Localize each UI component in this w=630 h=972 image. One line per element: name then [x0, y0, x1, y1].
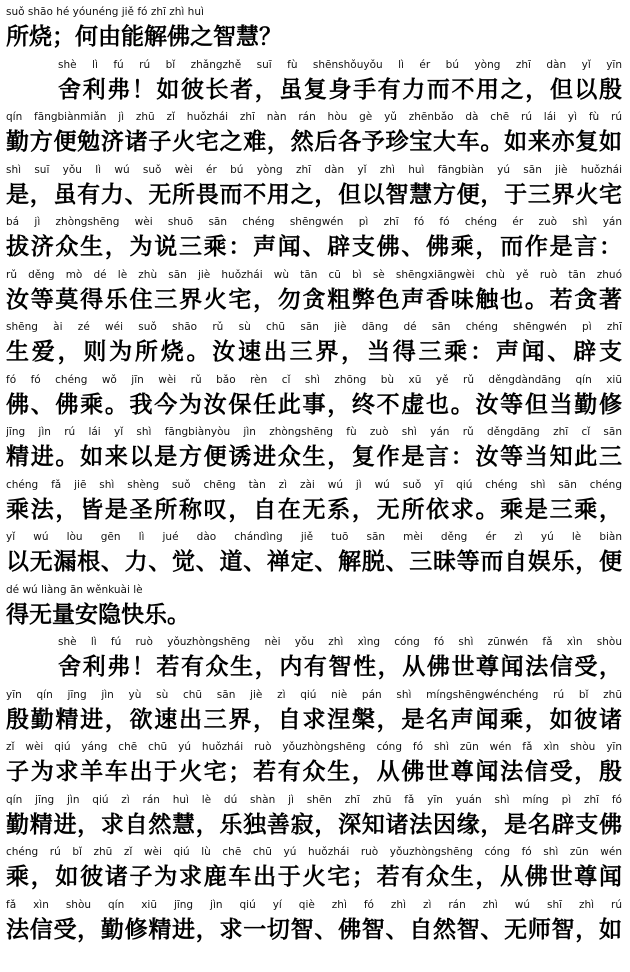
line-pinyin: bá jì zhòngshēng wèi shuō sān chéng shēngwén pì zhī fó fó chéng ér zuò shì yán	[6, 216, 622, 228]
text-line-8	[6, 373, 622, 426]
text-line-6	[6, 268, 622, 321]
line-pinyin: fǎ xìn shòu qín xiū jīng jìn qiú yí qiè zhì fó zhì zì rán zhì wú shī zhì rú	[6, 898, 622, 911]
text-line-7	[6, 320, 622, 373]
line-pinyin: suǒ shāo hé yóunéng jiě fó zhī zhì huì	[6, 6, 204, 18]
line-pinyin: qín fāngbiànmiǎn jì zhū zǐ huǒzhái zhī nàn rán hòu gè yǔ zhēnbǎo dà chē rú lái yì fù rú	[6, 111, 622, 123]
text-line-15	[6, 740, 622, 793]
line-pinyin: jīng jìn rú lái yǐ shì fāngbiànyòu jìn zhòngshēng fù zuò shì yán rǔ děngdāng zhī cǐ sān	[6, 426, 622, 438]
text-line-10	[6, 478, 622, 531]
line-pinyin: chéng fǎ jiē shì shèng suǒ chēng tàn zì zài wú jì wú suǒ yī qiú chéng shì sān chéng	[6, 478, 622, 491]
line-pinyin: shè lì fú rú bǐ zhǎngzhě suī fù shēnshǒuyǒu lì ér bú yòng zhī dàn yǐ yīn	[58, 58, 622, 71]
line-text: 勤方便勉济诸子火宅之难，然后各予珍宝大车。如来亦复如	[6, 129, 622, 155]
line-pinyin: fó fó chéng wǒ jīn wèi rǔ bǎo rèn cǐ shì zhōng bù xū yě rǔ děngdàndāng qín xiū	[6, 373, 622, 386]
line-text: 子为求羊车出于火宅；若有众生，从佛世尊闻法信受，殷	[6, 759, 622, 785]
line-text: 是，虽有力、无所畏而不用之，但以智慧方便，于三界火宅	[6, 181, 622, 208]
text-line-13	[6, 635, 622, 688]
line-pinyin: shēng ài zé wéi suǒ shāo rǔ sù chū sān jiè dāng dé sān chéng shēngwén pì zhī	[6, 321, 622, 333]
line-text: 汝等莫得乐住三界火宅，勿贪粗弊色声香味触也。若贪著	[6, 286, 622, 313]
line-pinyin: qín jīng jìn qiú zì rán huì lè dú shàn jì shēn zhī zhū fǎ yīn yuán shì míng pì zhī fó	[6, 793, 622, 806]
line-text: 以无漏根、力、觉、道、禅定、解脱、三昧等而自娱乐，便	[6, 549, 622, 575]
line-text: 乘，如彼诸子为求鹿车出于火宅；若有众生，从佛世尊闻	[6, 864, 622, 890]
line-text: 得无量安隐快乐。	[6, 601, 190, 628]
line-pinyin: shè lì fú ruò yǒuzhòngshēng nèi yǒu zhì xìng cóng fó shì zūnwén fǎ xìn shòu	[58, 636, 622, 648]
line-text: 精进。如来以是方便诱进众生，复作是言：汝等当知此三	[6, 444, 622, 470]
text-line-18	[6, 898, 622, 951]
line-text: 法信受，勤修精进，求一切智、佛智、自然智、无师智，如	[6, 916, 622, 943]
line-text: 佛、佛乘。我今为汝保任此事，终不虚也。汝等但当勤修	[6, 391, 622, 418]
text-line-5	[6, 215, 622, 268]
text-line-4	[6, 163, 622, 216]
line-text: 所烧；何由能解佛之智慧？	[6, 24, 282, 50]
line-text: 勤精进，求自然慧，乐独善寂，深知诸法因缘，是名辟支佛	[6, 811, 622, 838]
text-line-16	[6, 793, 622, 846]
line-text: 乘法，皆是圣所称叹，自在无系，无所依求。乘是三乘，	[6, 496, 622, 523]
line-text: 殷勤精进，欲速出三界，自求涅槃，是名声闻乘，如彼诸	[6, 706, 622, 733]
line-pinyin: yǐ wú lòu gēn lì jué dào chándìng jiě tuō sān mèi děng ér zì yú lè biàn	[6, 531, 622, 543]
text-line-1	[6, 5, 622, 58]
line-text: 舍利弗！若有众生，内有智性，从佛世尊闻法信受，	[58, 654, 622, 680]
line-pinyin: rǔ děng mò dé lè zhù sān jiè huǒzhái wù tān cū bì sè shēngxiāngwèi chù yě ruò tān zhuó	[6, 268, 622, 281]
scripture-page	[6, 5, 622, 950]
line-pinyin: zǐ wèi qiú yáng chē chū yú huǒzhái ruò yǒuzhòngshēng cóng fó shì zūn wén fǎ xìn shòu yīn	[6, 741, 622, 753]
line-pinyin: yīn qín jīng jìn yù sù chū sān jiè zì qiú niè pán shì míngshēngwénchéng rú bǐ zhū	[6, 688, 622, 701]
text-line-3	[6, 110, 622, 163]
text-line-17	[6, 845, 622, 898]
line-pinyin: chéng rú bǐ zhū zǐ wèi qiú lù chē chū yú huǒzhái ruò yǒuzhòngshēng cóng fó shì zūn wén	[6, 846, 622, 858]
line-pinyin: dé wú liàng ān wěnkuài lè	[6, 583, 143, 596]
line-text: 生爱，则为所烧。汝速出三界，当得三乘：声闻、辟支	[6, 339, 622, 365]
text-line-14	[6, 688, 622, 741]
text-line-12	[6, 583, 622, 636]
text-line-11	[6, 530, 622, 583]
line-pinyin: shì suī yǒu lì wú suǒ wèi ér bú yòng zhī dàn yǐ zhì huì fāngbiàn yú sān jiè huǒzhái	[6, 163, 622, 176]
text-line-2	[6, 58, 622, 111]
line-text: 拔济众生，为说三乘：声闻、辟支佛、佛乘，而作是言：	[6, 234, 622, 260]
text-line-9	[6, 425, 622, 478]
line-text: 舍利弗！如彼长者，虽复身手有力而不用之，但以殷	[58, 76, 622, 103]
